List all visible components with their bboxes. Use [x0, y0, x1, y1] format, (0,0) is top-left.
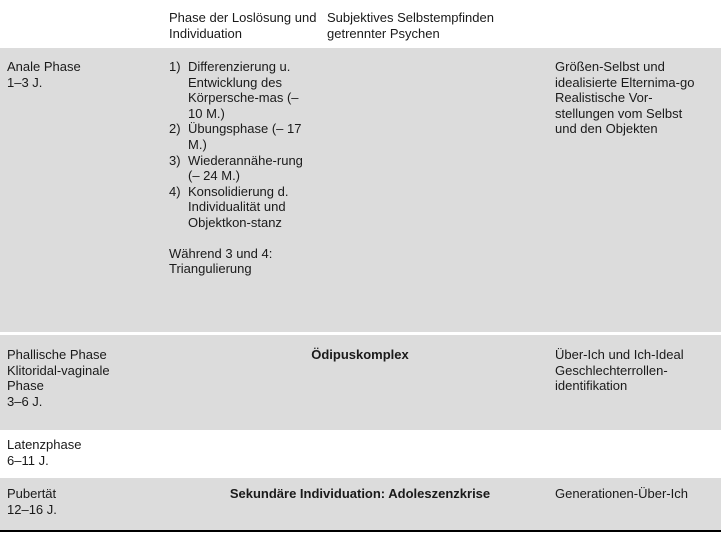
header-row — [0, 0, 721, 48]
phase-age: 12–16 J. — [7, 501, 57, 517]
triangulation-note: Während 3 und 4: Triangulierung — [169, 245, 273, 277]
phase-age: 1–3 J. — [7, 74, 43, 90]
list-item: 2) Übungsphase (– 17 M.) — [169, 121, 302, 152]
phase-cell — [7, 437, 147, 468]
list-item: 4) Konsolidierung d. Individualität und Objektkon-stanz — [169, 183, 289, 230]
outcome-cell: Größen-Selbst und idealisierte Elternima-go Realistische Vor-stellungen vom Selbst und den Objekten — [555, 59, 695, 137]
separation-cell — [169, 59, 314, 277]
phase-cell — [7, 347, 137, 409]
subphase-list — [169, 59, 314, 231]
phase-name: Latenzphase — [7, 437, 82, 452]
header-separation-individuation: Phase der Loslösung und Individuation — [169, 10, 317, 41]
phase-age: 3–6 J. — [7, 393, 43, 409]
secondary-individuation: Sekundäre Individuation: Adoleszenzkrise — [229, 486, 491, 501]
table-row-phallic — [0, 335, 721, 430]
header-subjective-self: Subjektives Selbstempfinden getrennter Psychen — [327, 10, 494, 41]
phase-cell — [7, 486, 147, 517]
table-row-anal — [0, 48, 721, 332]
oedipus-complex: Ödipuskomplex — [311, 347, 409, 362]
table-row-latency — [0, 430, 721, 478]
phase-age: 6–11 J. — [7, 452, 49, 468]
list-item: 1) Differenzierung u. Entwicklung des Körpersche-mas (– 10 M.) — [169, 59, 299, 121]
bottom-rule — [0, 530, 721, 532]
table-row-puberty — [0, 478, 721, 530]
list-item: 3) Wiederannähe-rung (– 24 M.) — [169, 152, 303, 184]
phase-name: Phallische Phase Klitoridal-vaginale Phase — [7, 347, 110, 394]
outcome-cell: Über-Ich und Ich-Ideal Geschlechterrollen-identifikation — [555, 347, 684, 394]
phase-name: Pubertät — [7, 486, 57, 501]
phase-name: Anale Phase — [7, 59, 81, 74]
outcome-cell: Generationen-Über-Ich — [555, 486, 688, 501]
phase-cell — [7, 59, 147, 90]
